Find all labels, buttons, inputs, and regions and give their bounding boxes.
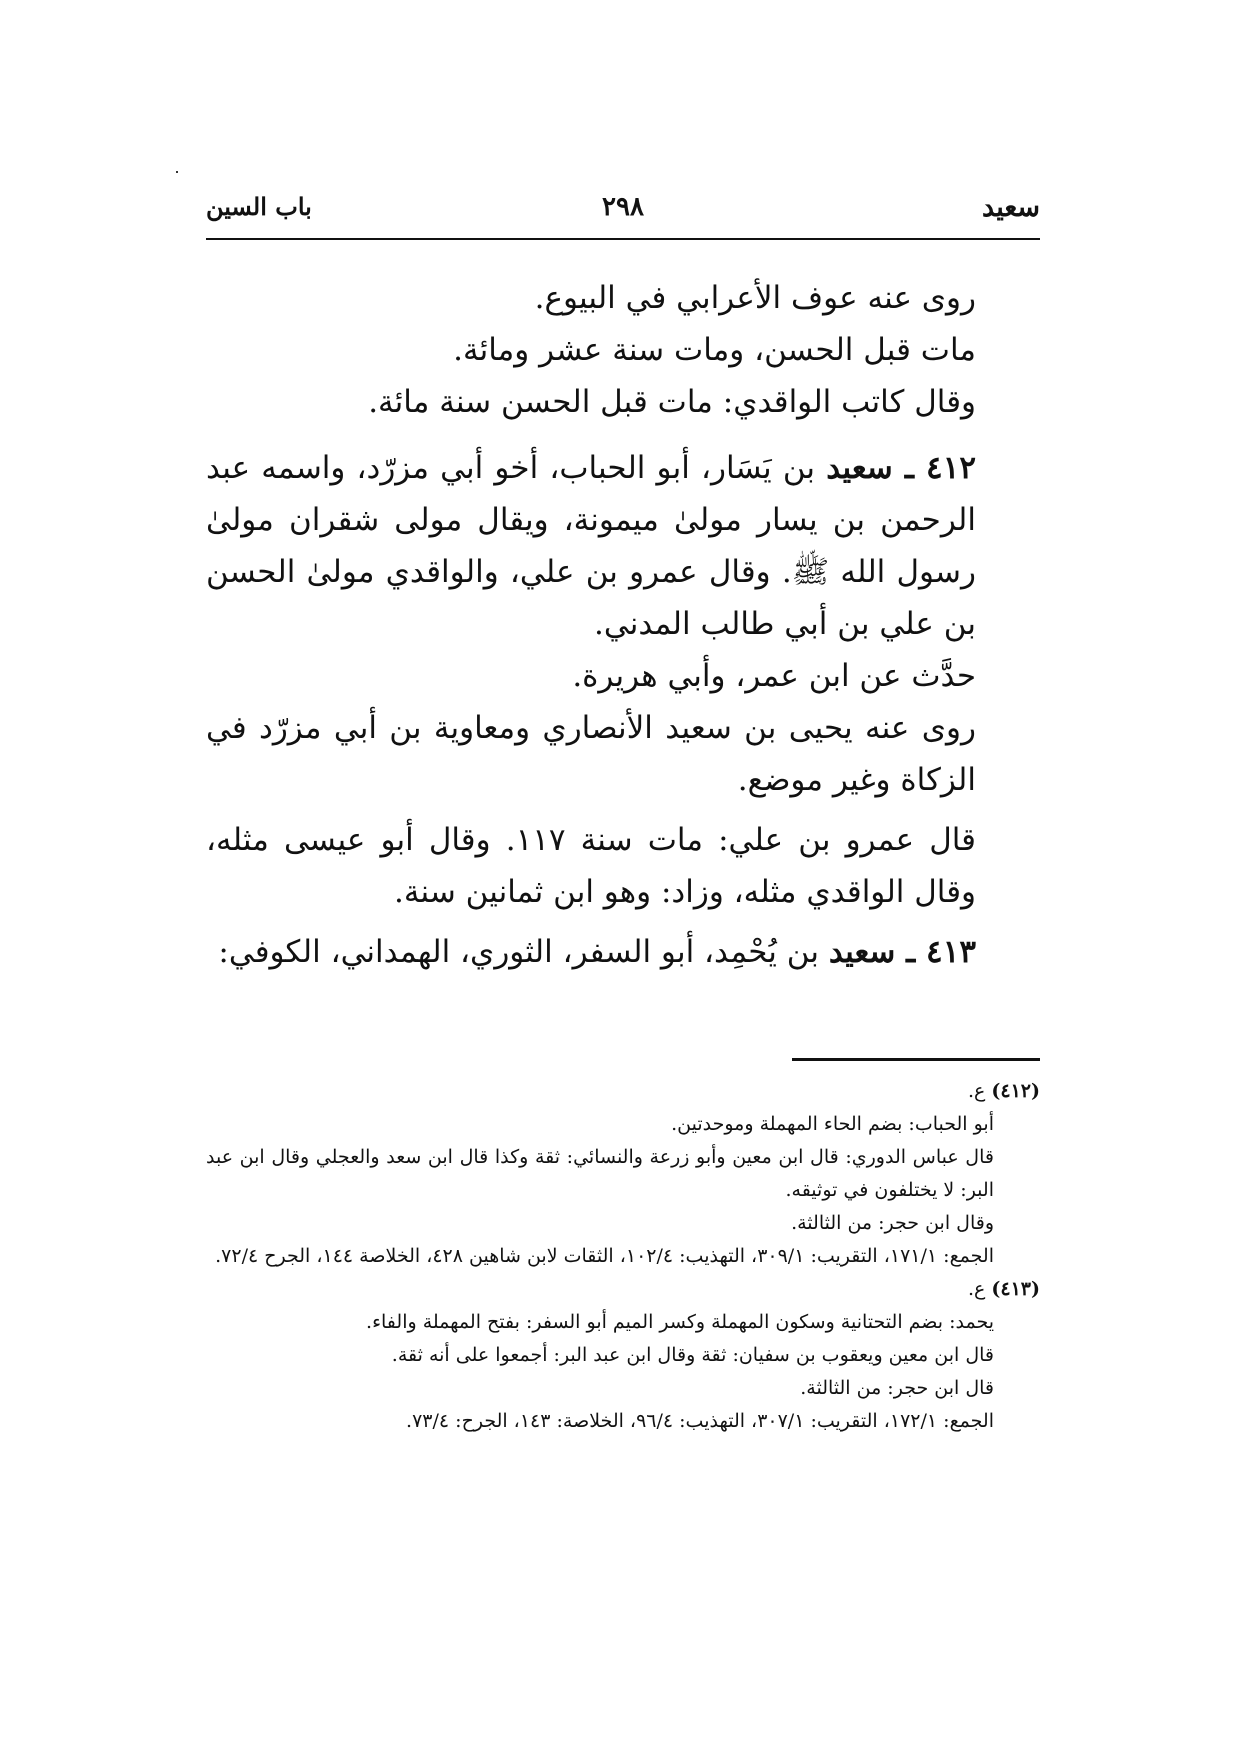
footnote-412-heading — [206, 1075, 1040, 1108]
footnotes — [206, 1075, 1040, 1438]
footnote-line: قال عباس الدوري: قال ابن معين وأبو زرعة والنسائي: ثقة وكذا قال ابن سعد والعجلي وقال ابن عبد البر: لا يختلفون في توثيقه. — [206, 1146, 994, 1201]
footnote-413-heading — [206, 1273, 1040, 1306]
header-chapter-title: باب السين — [206, 192, 312, 221]
main-text — [206, 272, 1040, 978]
entry-413-text: بن يُحْمِد، أبو السفر، الثوري، الهمداني، الكوفي: — [218, 934, 829, 970]
header-rule — [206, 238, 1040, 240]
entry-412 — [206, 442, 1040, 650]
footnote-rule — [792, 1058, 1040, 1061]
running-header — [206, 192, 1040, 236]
entry-412-text: بن يَسَار، أبو الحباب، أخو أبي مزرّد، واسمه عبد الرحمن بن يسار مولىٰ ميمونة، ويقال مولى شقران مولىٰ رسول الله ﷺ. وقال عمرو بن علي، والواقدي مولىٰ الحسن بن علي بن أبي طالب المدني. — [206, 450, 976, 642]
footnote-412-tag: ع. — [967, 1080, 992, 1102]
footnote-line: قال ابن حجر: من الثالثة. — [800, 1377, 994, 1399]
footnote-412-label: (٤١٢) — [991, 1080, 1040, 1102]
footnote-line: يحمد: بضم التحتانية وسكون المهملة وكسر الميم أبو السفر: بفتح المهملة والفاء. — [366, 1311, 994, 1333]
footnote-413-tag: ع. — [967, 1278, 992, 1300]
paragraph: وقال كاتب الواقدي: مات قبل الحسن سنة مائة. — [368, 384, 976, 420]
entry-413-title: ٤١٣ ـ سعيد — [828, 934, 976, 970]
paragraph: روى عنه يحيى بن سعيد الأنصاري ومعاوية بن أبي مزرّد في الزكاة وغير موضع. — [206, 710, 976, 798]
paragraph: روى عنه عوف الأعرابي في البيوع. — [534, 280, 976, 316]
footnote-413-label: (٤١٣) — [991, 1278, 1040, 1300]
footnote-line: أبو الحباب: بضم الحاء المهملة وموحدتين. — [671, 1113, 994, 1135]
scan-speck — [176, 171, 178, 173]
footnote-line: الجمع: ١٧٢/١، التقريب: ٣٠٧/١، التهذيب: ٩٦/٤، الخلاصة: ١٤٣، الجرح: ٧٣/٤. — [406, 1410, 994, 1432]
paragraph: حدَّث عن ابن عمر، وأبي هريرة. — [572, 658, 976, 694]
paragraph: قال عمرو بن علي: مات سنة ١١٧. وقال أبو عيسى مثله، وقال الواقدي مثله، وزاد: وهو ابن ثمانين سنة. — [206, 822, 976, 910]
footnote-line: الجمع: ١٧١/١، التقريب: ٣٠٩/١، التهذيب: ١٠٢/٤، الثقات لابن شاهين ٤٢٨، الخلاصة ١٤٤، الجرح ٧٢/٤. — [215, 1245, 994, 1267]
entry-413 — [206, 926, 1040, 978]
paragraph: مات قبل الحسن، ومات سنة عشر ومائة. — [453, 332, 976, 368]
page-number: ٢٩٨ — [602, 192, 644, 222]
footnote-line: وقال ابن حجر: من الثالثة. — [791, 1212, 994, 1234]
header-entry-name: سعيد — [982, 192, 1040, 223]
footnote-line: قال ابن معين ويعقوب بن سفيان: ثقة وقال ابن عبد البر: أجمعوا على أنه ثقة. — [391, 1344, 994, 1366]
entry-412-title: ٤١٢ ـ سعيد — [826, 450, 976, 486]
